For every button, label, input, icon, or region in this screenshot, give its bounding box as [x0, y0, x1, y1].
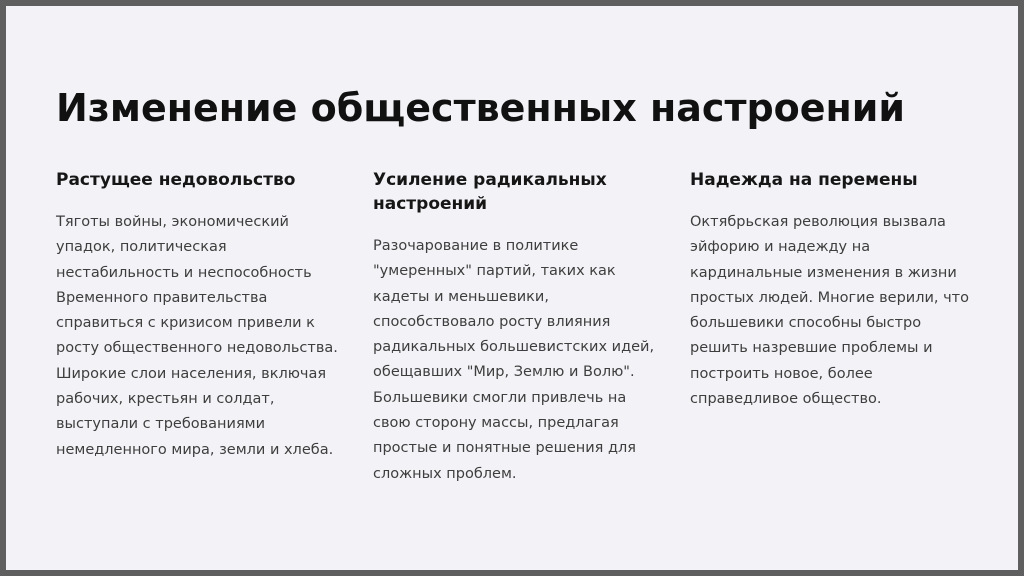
column-body: Разочарование в политике "умеренных" партий, таких как кадеты и меньшевики, способствовало росту влияния радикальных большевистских идей, обещавших "Мир, Землю и Волю". Большевики смогли привлечь на свою сторону массы, предлагая простые и понятные решения для сложных проблем. — [373, 238, 655, 482]
column-body: Октябрьская революция вызвала эйфорию и надежду на кардинальные изменения в жизни простых людей. Многие верили, что большевики способны быстро решить назревшие проблемы и построить новое, более справедливое общество. — [690, 214, 969, 408]
slide-title: Изменение общественных настроений — [56, 86, 906, 130]
column-body: Тяготы войны, экономический упадок, политическая нестабильность и неспособность Временного правительства справиться с кризисом привели к росту общественного недовольства. Широкие слои населения, включая рабочих, крестьян и солдат, выступали с требованиями немедленного мира, земли и хлеба. — [56, 214, 338, 458]
column-growing-discontent — [56, 168, 346, 463]
slide — [6, 6, 1018, 570]
column-radical-sentiment — [373, 168, 663, 487]
column-heading: Растущее недовольство — [56, 170, 296, 190]
column-hope-for-change — [690, 168, 980, 412]
column-heading: Надежда на перемены — [690, 170, 918, 190]
column-heading: Усиление радикальных настроений — [373, 170, 607, 214]
